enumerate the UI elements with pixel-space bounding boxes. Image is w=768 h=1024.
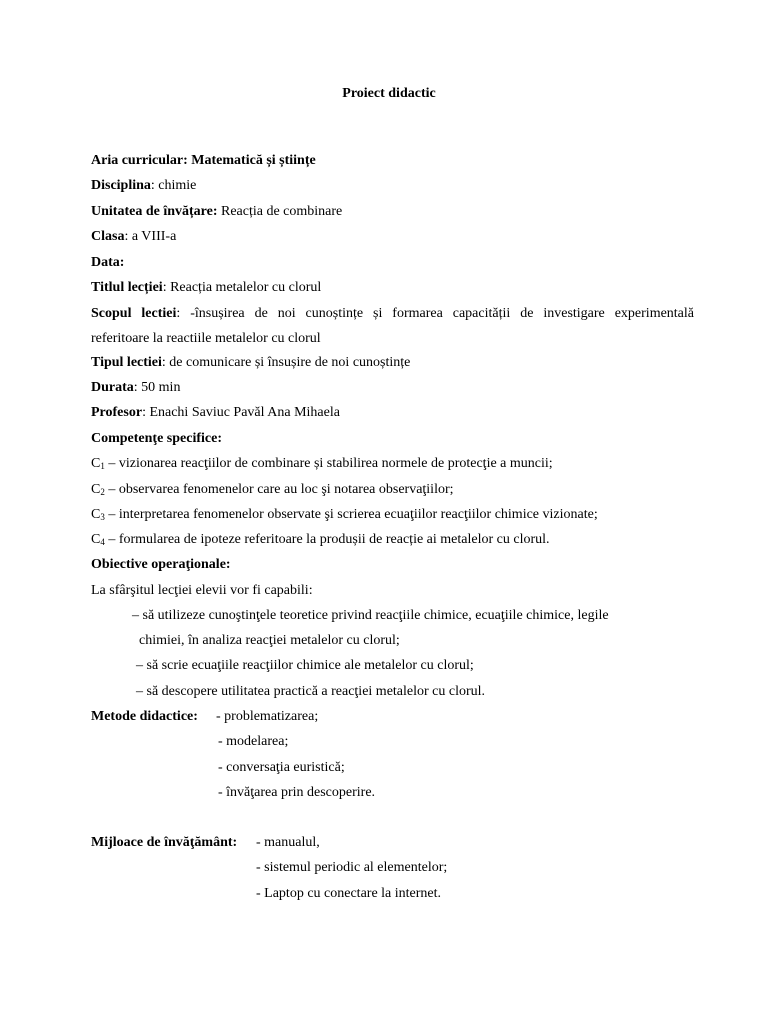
profesor-value: : Enachi Saviuc Pavăl Ana Mihaela	[142, 405, 340, 420]
clasa-label: Clasa	[91, 229, 125, 244]
clasa-value: : a VIII-a	[124, 229, 177, 244]
metoda-item: - problematizarea;	[216, 709, 319, 724]
metode-heading: Metode didactice:	[91, 709, 198, 724]
obiectiv-item-1-line2: chimiei, în analiza reacţiei metalelor cu clorul;	[139, 633, 400, 648]
titlul-row	[91, 279, 321, 297]
mijloc-item: - manualul,	[256, 835, 320, 850]
competente-heading: Competenţe specifice:	[91, 431, 223, 446]
disciplina-label: Disciplina	[91, 178, 151, 193]
scopul-value-line1: : -însușirea de noi cunoștințe și formarea capacității de investigare experimentală	[176, 306, 694, 321]
obiectiv-item-1-line1: – să utilizeze cunoştinţele teoretice privind reacţiile chimice, ecuaţiile chimice, legile	[132, 608, 609, 623]
titlul-value: : Reacția metalelor cu clorul	[162, 280, 322, 295]
durata-label: Durata	[91, 380, 134, 395]
tipul-value: : de comunicare și însușire de noi cunoștințe	[161, 355, 411, 370]
scopul-value-line2: referitoare la reactiile metalelor cu clorul	[91, 331, 321, 346]
clasa-row	[91, 228, 176, 246]
mijloc-item: - sistemul periodic al elementelor;	[256, 860, 448, 875]
unitatea-value: Reacția de combinare	[217, 204, 343, 219]
scopul-label: Scopul lectiei	[91, 306, 177, 321]
competenta-item: $C_4$ – formularea de ipoteze referitoare la produșii de reacție ai metalelor cu clorul.	[91, 532, 550, 547]
titlul-label: Titlul lecției	[91, 280, 163, 295]
metoda-item: - învăţarea prin descoperire.	[218, 785, 376, 800]
scopul-row	[91, 305, 694, 323]
tipul-row	[91, 354, 410, 372]
mijloace-heading: Mijloace de învăţământ:	[91, 835, 238, 850]
obiective-heading: Obiective operaţionale:	[91, 557, 231, 572]
obiectiv-item-2: – să scrie ecuaţiile reacţiilor chimice ale metalelor cu clorul;	[136, 658, 474, 673]
competenta-item: $C_3$ – interpretarea fenomenelor observate şi scrierea ecuaţiilor reacţiilor chimice vizionate;	[91, 507, 598, 522]
obiectiv-item-3: – să descopere utilitatea practică a reacţiei metalelor cu clorul.	[136, 684, 486, 699]
metoda-item: - conversaţia euristică;	[218, 760, 345, 775]
mijloc-item: - Laptop cu conectare la internet.	[256, 886, 442, 901]
profesor-row	[91, 404, 340, 422]
unitatea-label: Unitatea de învățare:	[91, 204, 218, 219]
data-row	[91, 254, 124, 272]
competenta-item: $C_2$ – observarea fenomenelor care au loc şi notarea observaţiilor;	[91, 482, 454, 497]
profesor-label: Profesor	[91, 405, 143, 420]
data-value: :	[119, 255, 125, 270]
tipul-label: Tipul lectiei	[91, 355, 162, 370]
metoda-item: - modelarea;	[218, 734, 289, 749]
document-title: Proiect didactic	[342, 86, 436, 101]
durata-row	[91, 379, 180, 397]
competenta-item: $C_1$ – vizionarea reacţiilor de combinare și stabilirea normele de protecţie a muncii;	[91, 456, 553, 471]
data-label: Data	[91, 255, 120, 270]
unitatea-row	[91, 203, 342, 221]
durata-value: : 50 min	[133, 380, 181, 395]
disciplina-value: : chimie	[150, 178, 197, 193]
disciplina-row	[91, 177, 196, 195]
aria-curriculara: Aria curricular: Matematică și științe	[91, 153, 316, 168]
obiective-intro: La sfârşitul lecţiei elevii vor fi capabili:	[91, 583, 313, 598]
